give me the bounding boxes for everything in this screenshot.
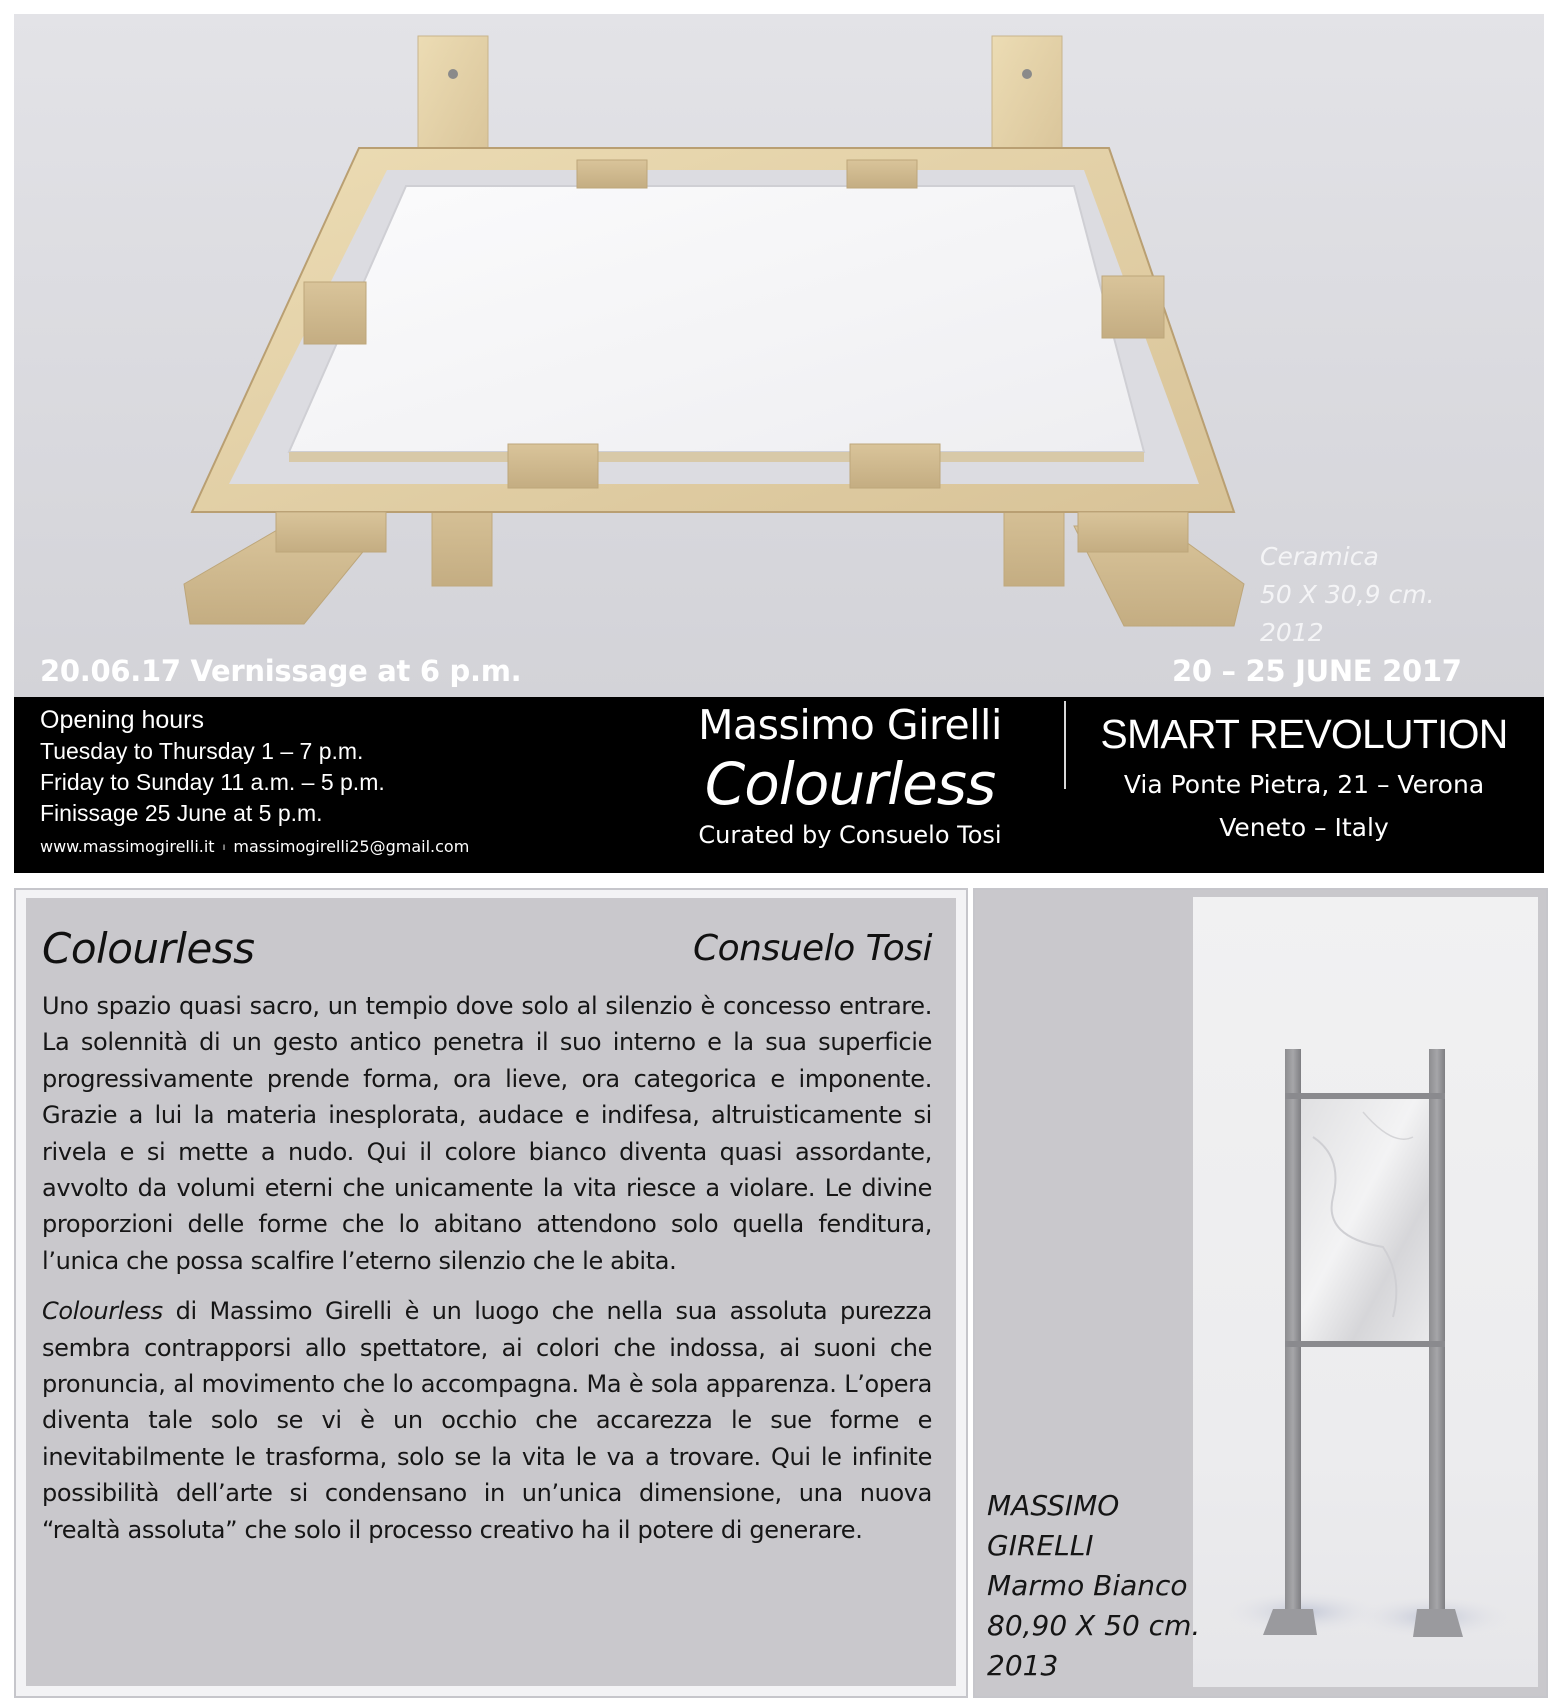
website-link[interactable]: www.massimogirelli.it — [40, 837, 215, 856]
hero-photo — [14, 14, 1544, 697]
artwork-panel — [973, 888, 1548, 1698]
essay-panel — [14, 888, 968, 1698]
artwork-artist-last: GIRELLI — [987, 1529, 1094, 1562]
venue-name: SMART REVOLUTION — [1100, 711, 1508, 757]
artwork-size: 50 X 30,9 cm. — [1260, 580, 1435, 609]
essay-header — [42, 924, 932, 984]
hours-line: Finissage 25 June at 5 p.m. — [40, 800, 323, 826]
essay-paragraph-text: di Massimo Girelli è un luogo che nella sua assoluta purezza sembra contrapporsi allo spettatore, ai colori che indossa, ai suoni che pronuncia, al movimento che lo accompagna. Ma è sola apparenza. L’opera diventa tale solo se vi è un occhio che accarezza le sue forme e inevitabilmente le trasforma, solo se la vita le va a trovare. Qui le infinite possibilità dell’arte si condensano in un’unica dimensione, una nuova “realtà assoluta” che solo il processo creativo ha il potere di generare. — [42, 1297, 932, 1544]
venue-block — [1094, 711, 1514, 842]
essay-title: Colourless — [42, 924, 255, 973]
artwork-label — [987, 1486, 1200, 1686]
show-title: Colourless — [704, 750, 996, 818]
essay-inner — [26, 898, 956, 1686]
band-divider — [1064, 701, 1066, 789]
marble-sculpture-illustration — [1193, 897, 1538, 1687]
marble-artwork-photo — [1193, 897, 1538, 1687]
contact-separator: ı — [222, 842, 226, 853]
essay-paragraph — [42, 1293, 932, 1548]
exhibition-dates: 20 – 25 JUNE 2017 — [1172, 654, 1462, 688]
artist-block — [610, 697, 1090, 849]
essay-italic-title: Colourless — [42, 1297, 163, 1326]
artwork-caption — [1260, 538, 1435, 652]
opening-hours-title: Opening hours — [40, 706, 205, 734]
essay-paragraph: Uno spazio quasi sacro, un tempio dove solo al silenzio è concesso entrare. La solennità di un gesto antico penetra il suo interno e la sua superficie progressivamente prende forma, ora lieve, ora categorica e imponente. Grazie a lui la materia inesplorata, audace e indifesa, altruisticamente si rivela e si mette a nudo. Qui il colore bianco diventa quasi assordante, avvolto da volumi eterni che unicamente la vita riesce a violare. Le divine proporzioni delle forme che lo abitano attendono solo quella fenditura, l’unica che possa scalfire l’eterno silenzio che le abita. — [42, 992, 932, 1275]
email-link[interactable]: massimogirelli25@gmail.com — [233, 837, 470, 856]
artwork-material: Ceramica — [1260, 542, 1379, 571]
artwork-artist-first: MASSIMO — [987, 1489, 1120, 1522]
info-band — [14, 697, 1544, 873]
curator-credit: Curated by Consuelo Tosi — [698, 821, 1002, 849]
artwork-material: Marmo Bianco — [987, 1569, 1188, 1602]
essay-body — [42, 988, 932, 1562]
opening-hours — [40, 705, 469, 856]
contacts — [40, 837, 469, 856]
artwork-size: 80,90 X 50 cm. — [987, 1609, 1201, 1642]
venue-region: Veneto – Italy — [1219, 813, 1389, 842]
artwork-year: 2013 — [987, 1649, 1059, 1682]
artist-name: Massimo Girelli — [698, 701, 1002, 749]
essay-author: Consuelo Tosi — [693, 928, 932, 969]
vernissage-text: 20.06.17 Vernissage at 6 p.m. — [40, 654, 522, 688]
artwork-year: 2012 — [1260, 618, 1324, 647]
hours-line: Friday to Sunday 11 a.m. – 5 p.m. — [40, 769, 385, 795]
venue-address: Via Ponte Pietra, 21 – Verona — [1123, 770, 1485, 799]
hours-line: Tuesday to Thursday 1 – 7 p.m. — [40, 738, 364, 764]
